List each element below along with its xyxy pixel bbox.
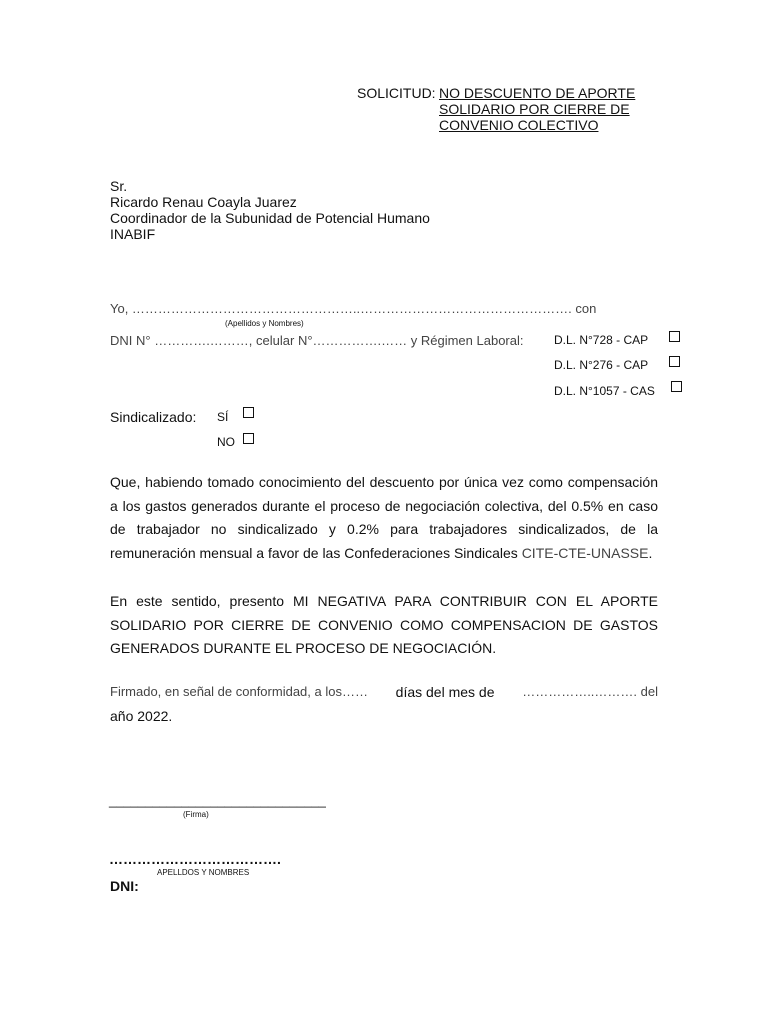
- names-dots-line: ……………………………….: [109, 851, 281, 867]
- regime-1057-label: D.L. N°1057 - CAS: [554, 384, 655, 398]
- regime-276-label: D.L. N°276 - CAP: [554, 358, 649, 372]
- paragraph-3-part-a: Firmado, en señal de conformidad, a los……: [110, 684, 368, 699]
- signature-line: ______________________________: [109, 793, 326, 808]
- names-label: APELLDOS Y NOMBRES: [157, 868, 250, 877]
- sindicalizado-label: Sindicalizado:: [110, 409, 197, 425]
- yo-line: Yo, ……………………………………………..…………………………………………. con: [110, 301, 597, 316]
- paragraph-1-highlight: CITE-CTE-UNASSE: [521, 544, 649, 561]
- apellidos-hint: (Apellidos y Nombres): [225, 319, 304, 328]
- paragraph-3-line-2: año 2022.: [110, 708, 173, 724]
- dni-line: DNI N° ………….………, celular N°…………….…… y Régimen Laboral:: [110, 333, 524, 348]
- signature-label: (Firma): [183, 810, 209, 819]
- si-checkbox[interactable]: [243, 407, 254, 418]
- subject-line-2: SOLIDARIO POR CIERRE DE: [439, 101, 630, 117]
- si-label: SÍ: [217, 410, 229, 424]
- recipient-salutation: Sr.: [110, 178, 128, 194]
- paragraph-1-end: .: [648, 544, 653, 561]
- paragraph-3-line-1: [110, 684, 658, 700]
- regime-728-checkbox[interactable]: [669, 331, 680, 342]
- paragraph-2: En este sentido, presento MI NEGATIVA PARA CONTRIBUIR CON EL APORTE SOLIDARIO POR CIERRE DE CONVENIO COMO COMPENSACION DE GASTOS GENERADOS DURANTE EL PROCESO DE NEGOCIACIÓN.: [110, 593, 658, 656]
- recipient-name: Ricardo Renau Coayla Juarez: [110, 194, 297, 210]
- subject-label: SOLICITUD:: [357, 85, 436, 101]
- recipient-org: INABIF: [110, 226, 156, 242]
- regime-728-label: D.L. N°728 - CAP: [554, 333, 649, 347]
- paragraph-3-part-c: ……………..………. del: [522, 684, 658, 699]
- no-checkbox[interactable]: [243, 433, 254, 444]
- recipient-position: Coordinador de la Subunidad de Potencial Humano: [110, 210, 430, 226]
- regime-1057-checkbox[interactable]: [671, 381, 682, 392]
- dni-label: DNI:: [110, 878, 139, 894]
- subject-line-3: CONVENIO COLECTIVO: [439, 117, 599, 133]
- subject-line-1: NO DESCUENTO DE APORTE: [439, 85, 636, 101]
- no-label: NO: [217, 435, 235, 449]
- paragraph-1-text: Que, habiendo tomado conocimiento del descuento por única vez como compensación a los gastos generados durante el proceso de negociación colectiva, del 0.5% en caso de trabajador no sindicalizado y 0.2% para trabajadores sindicalizados, de la remuneración mensual a favor de las Confederaciones Sindicales: [110, 474, 658, 561]
- paragraph-3-part-b: días del mes de: [395, 684, 495, 700]
- regime-276-checkbox[interactable]: [669, 356, 680, 367]
- paragraph-1: [110, 471, 658, 565]
